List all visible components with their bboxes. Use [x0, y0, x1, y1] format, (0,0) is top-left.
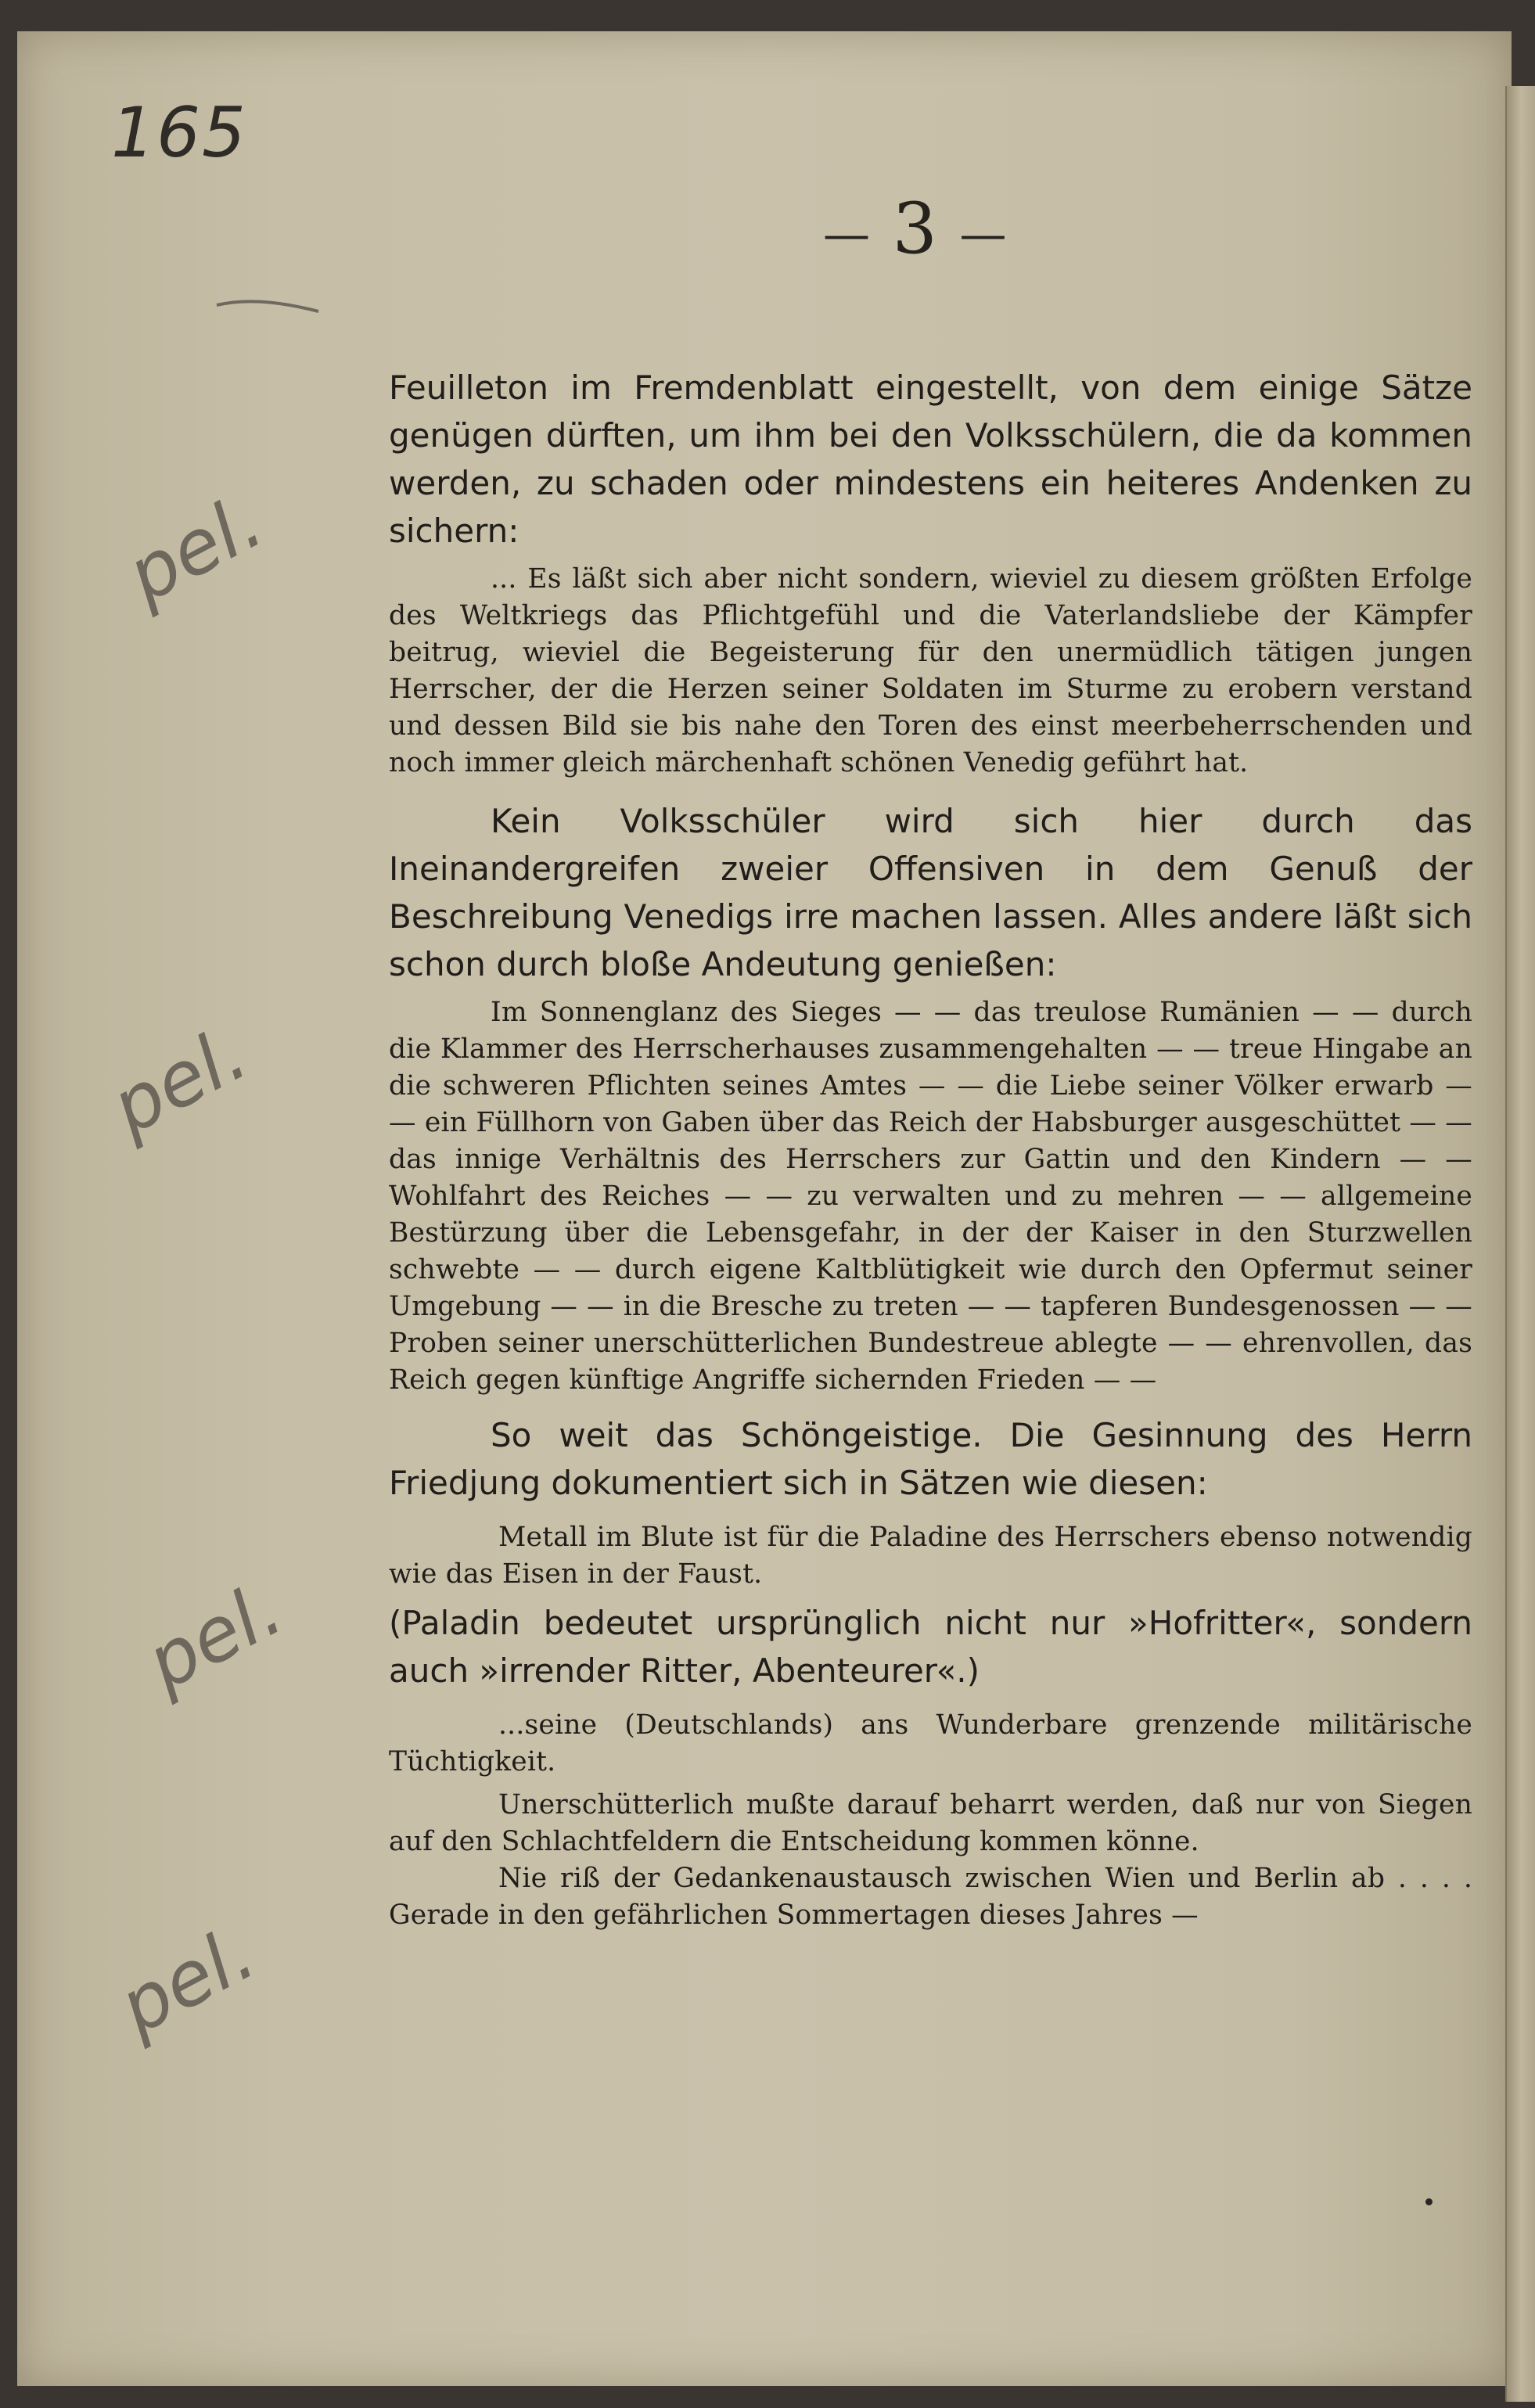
quote-2: Im Sonnenglanz des Sieges — — das treulose Rumänien — — durch die Klammer des Herrscherhauses zusammengehalten — — treue Hingabe an die schweren Pflichten seines Amtes — — die Liebe seiner Völker erwarb — — ein Füllhorn von Gaben über das Reich der Habsburger ausgeschüttet — — das innige Verhältnis des Herrschers zur Gattin und den Kindern — — Wohlfahrt des Reiches — — zu verwalten und zu mehren — — allgemeine Bestürzung über die Lebensgefahr, in der der Kaiser in den Sturzwellen schwebte — — durch eigene Kaltblütigkeit wie durch den Opfermut seiner Umgebung — — in die Bresche zu treten — — tapferen Bundesgenossen — — Proben seiner unerschütterlichen Bundestreue ablegte — — ehrenvollen, das Reich gegen künftige Angriffe sichernden Frieden — —: [389, 997, 1472, 1396]
document-page: [17, 31, 1512, 2386]
margin-note-3: pel.: [132, 1564, 297, 1707]
quote-1: ... Es läßt sich aber nicht sondern, wieviel zu diesem größten Erfolge des Weltkriegs das Pflichtgefühl und die Vaterlandsliebe der Kämpfer beitrug, wieviel die Begeisterung für den unermüdlich tätigen jungen Herrscher, der die Herzen seiner Soldaten im Sturme zu erobern verstand und dessen Bild sie bis nahe den Toren des einst meerbeherrschenden und noch immer gleich märchenhaft schönen Venedig geführt hat.: [389, 563, 1472, 778]
margin-note-1: pel.: [113, 476, 277, 620]
folio-dash-left: —: [823, 207, 870, 262]
paragraph-2: Kein Volksschüler wird sich hier durch das Ineinandergreifen zweier Offensiven in dem Genuß der Beschreibung Venedigs irre machen lassen. Alles andere läßt sich schon durch bloße Andeutung genießen:: [389, 802, 1472, 983]
page-folio: [823, 188, 1006, 270]
archive-number: 165: [111, 92, 247, 173]
margin-note-4: pel.: [105, 1908, 269, 2051]
quote-6: Nie riß der Gedankenaustausch zwischen Wien und Berlin ab . . . . Gerade in den gefährlichen Sommertagen dieses Jahres —: [389, 1863, 1472, 1931]
ink-dot: [1425, 2198, 1433, 2205]
paragraph-1: Feuilleton im Fremdenblatt eingestellt, von dem einige Sätze genügen dürften, um ihm bei den Volksschülern, die da kommen werden, zu schaden oder mindestens ein heiteres Andenken zu sichern:: [389, 368, 1472, 550]
quote-3: Metall im Blute ist für die Paladine des Herrschers ebenso notwendig wie das Eisen in der Faust.: [389, 1522, 1472, 1590]
folio-number: 3: [892, 188, 937, 270]
main-text: [389, 364, 1472, 1934]
quote-4: ...seine (Deutschlands) ans Wunderbare grenzende militärische Tüchtigkeit.: [389, 1709, 1472, 1777]
margin-note-2: pel.: [97, 1008, 261, 1152]
page-edge: [1505, 86, 1535, 2402]
pencil-stroke-mark: [213, 289, 322, 321]
paragraph-3: So weit das Schöngeistige. Die Gesinnung des Herrn Friedjung dokumentiert sich in Sätzen wie diesen:: [389, 1416, 1472, 1502]
quote-5: Unerschütterlich mußte darauf beharrt werden, daß nur von Siegen auf den Schlachtfeldern die Entscheidung kommen könne.: [389, 1789, 1472, 1857]
paragraph-4: (Paladin bedeutet ursprünglich nicht nur »Hofritter«, sondern auch »irrender Ritter, Abenteurer«.): [389, 1604, 1472, 1690]
folio-dash-right: —: [959, 207, 1007, 262]
